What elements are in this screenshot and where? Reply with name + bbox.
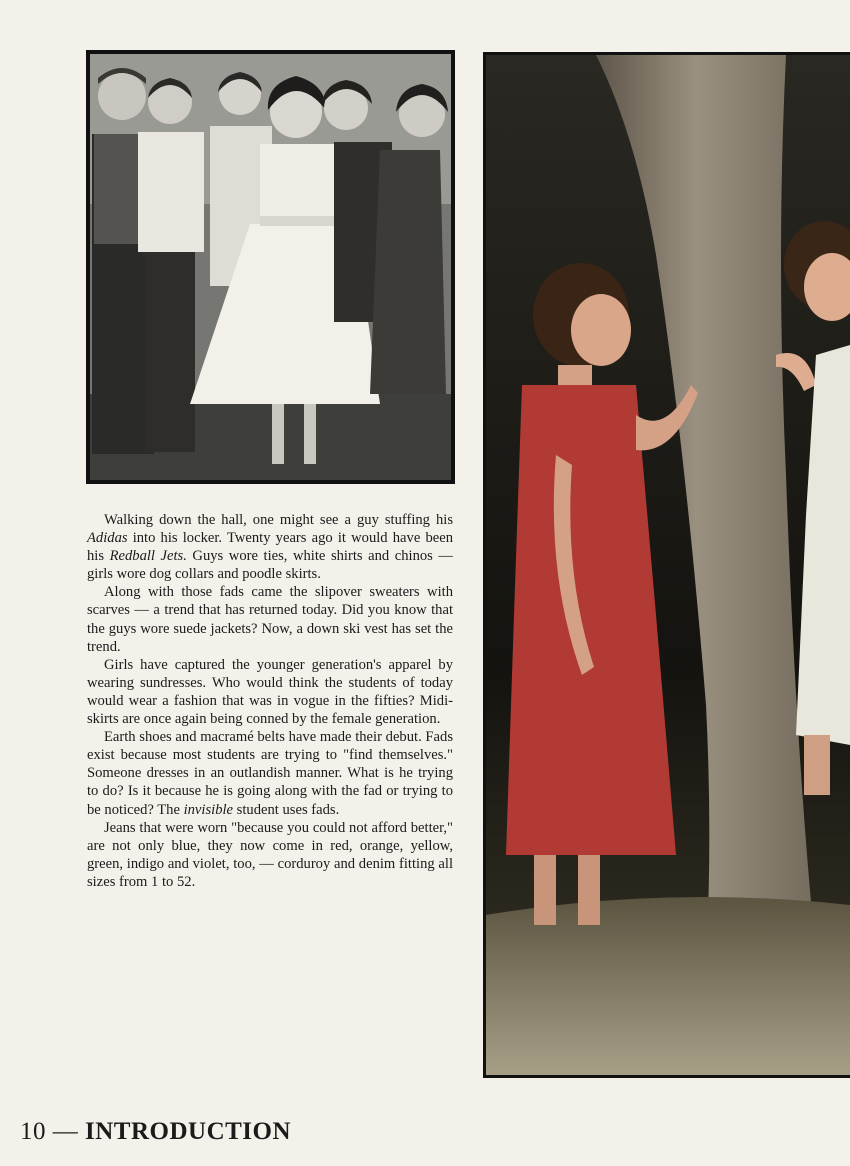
article-text: into his locker. Twenty years ago it would have been his bbox=[87, 530, 453, 565]
page-number: 10 bbox=[20, 1118, 46, 1145]
article-emphasis: invisible bbox=[183, 801, 234, 818]
article-text: Guys wore ties, white shirts and chinos — girls wore dog collars and poodle skirts. bbox=[87, 548, 453, 583]
group-photo-illustration bbox=[90, 54, 451, 480]
article-text: student uses fads. bbox=[233, 801, 340, 818]
article-paragraph-2: Along with those fads came the slipover sweaters with scarves — a trend that has returned today. Did you know that the guys wore suede jackets? Now, a down ski vest has set the trend. bbox=[87, 584, 453, 655]
black-and-white-group-photo bbox=[86, 50, 455, 484]
article-paragraph-1 bbox=[87, 511, 453, 583]
article-emphasis: Redball Jets. bbox=[109, 548, 187, 565]
article-paragraph-4 bbox=[87, 728, 453, 818]
color-photo-girls-by-tree bbox=[483, 52, 850, 1078]
article-body bbox=[87, 511, 453, 891]
footer-separator: — bbox=[46, 1118, 85, 1145]
section-title: INTRODUCTION bbox=[85, 1118, 292, 1145]
tree-photo-illustration bbox=[486, 55, 850, 1078]
page-footer bbox=[20, 1118, 291, 1146]
article-paragraph-3: Girls have captured the younger generation's apparel by wearing sundresses. Who would think the students of today would wear a fashion that was in vogue in the fifties? Midi-skirts are once again being conned by the female generation. bbox=[87, 656, 453, 728]
article-text: Walking down the hall, one might see a guy stuffing his bbox=[104, 512, 453, 528]
article-paragraph-5: Jeans that were worn "because you could not afford better," are not only blue, they now come in red, orange, yellow, green, indigo and violet, too, — corduroy and denim fitting all sizes from 1 to 52. bbox=[87, 819, 453, 890]
article-emphasis: Adidas bbox=[87, 530, 128, 547]
article-text: Earth shoes and macramé belts have made their debut. Fads exist because most students are trying to "find themselves." Someone dresses in an outlandish manner. What is he trying to do? Is it because he is going along with the fad or trying to be noticed? The bbox=[87, 729, 453, 818]
